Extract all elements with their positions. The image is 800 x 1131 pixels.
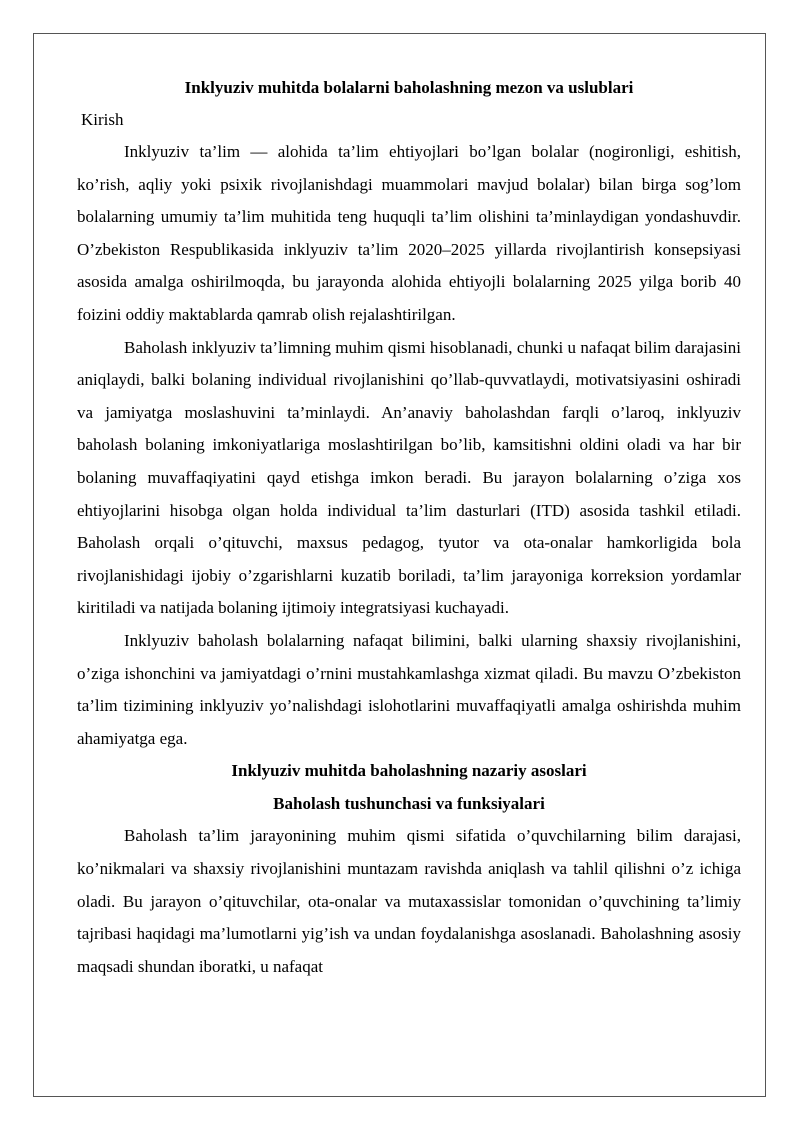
- document-title: Inklyuziv muhitda bolalarni baholashning mezon va uslublari: [184, 78, 634, 97]
- subsection-heading: Baholash tushunchasi va funksiyalari: [273, 793, 545, 813]
- intro-label: Kirish: [81, 110, 124, 129]
- paragraph: Inklyuziv ta’lim — alohida ta’lim ehtiyojlari bo’lgan bolalar (nogironligi, eshitish, ko’rish, aqliy yoki psixik rivojlanishdagi muammolari mavjud bolalar) bilan birga sog’lom bolalarning umumiy ta’lim muhitida teng huquqli ta’lim olishini ta’minlaydigan yondashuvdir. O’zbekiston Respublikasida inklyuziv ta’lim 2020–2025 yillarda rivojlantirish konsepsiyasi asosida amalga oshirilmoqda, bu jarayonda alohida ehtiyojli bolalarning 2025 yilga borib 40 foizini oddiy maktablarda qamrab olish rejalashtirilgan.: [77, 142, 741, 324]
- section-heading: Inklyuziv muhitda baholashning nazariy asoslari: [231, 761, 587, 781]
- paragraph: Baholash inklyuziv ta’limning muhim qismi hisoblanadi, chunki u nafaqat bilim darajasini aniqlaydi, balki bolaning individual rivojlanishini qo’llab-quvvatlaydi, motivatsiyasini oshiradi va jamiyatga moslashuvini ta’minlaydi. An’anaviy baholashdan farqli o’laroq, inklyuziv baholash bolaning imkoniyatlariga moslashtirilgan bo’lib, kamsitishni oldini oladi va har bir bolaning muvaffaqiyatini qayd etishga imkon beradi. Bu jarayon bolalarning o’ziga xos ehtiyojlarini hisobga olgan holda individual ta’lim dasturlari (ITD) asosida tashkil etiladi. Baholash orqali o’qituvchi, maxsus pedagog, tyutor va ota-onalar hamkorligida bola rivojlanishidagi ijobiy o’zgarishlarni kuzatib boriladi, ta’lim jarayoniga korreksion yordamlar kiritiladi va natijada bolaning ijtimoiy integratsiyasi kuchayadi.: [77, 337, 741, 618]
- paragraph: Baholash ta’lim jarayonining muhim qismi sifatida o’quvchilarning bilim darajasi, ko’nikmalari va shaxsiy rivojlanishini muntazam ravishda aniqlash va tahlil qilishni o’z ichiga oladi. Bu jarayon o’qituvchilar, ota-onalar va mutaxassislar tomonidan o’quvchining ta’limiy tajribasi haqidagi ma’lumotlarni yig’ish va undan foydalanishga asoslanadi. Baholashning asosiy maqsadi shundan iboratki, u nafaqat: [77, 826, 741, 976]
- document-body: [77, 72, 741, 983]
- paragraph: Inklyuziv baholash bolalarning nafaqat bilimini, balki ularning shaxsiy rivojlanishini, o’ziga ishonchini va jamiyatdagi o’rnini mustahkamlashga xizmat qiladi. Bu mavzu O’zbekiston ta’lim tizimining inklyuziv yo’nalishdagi islohotlarini muvaffaqiyatli amalga oshirishda muhim ahamiyatga ega.: [77, 630, 741, 748]
